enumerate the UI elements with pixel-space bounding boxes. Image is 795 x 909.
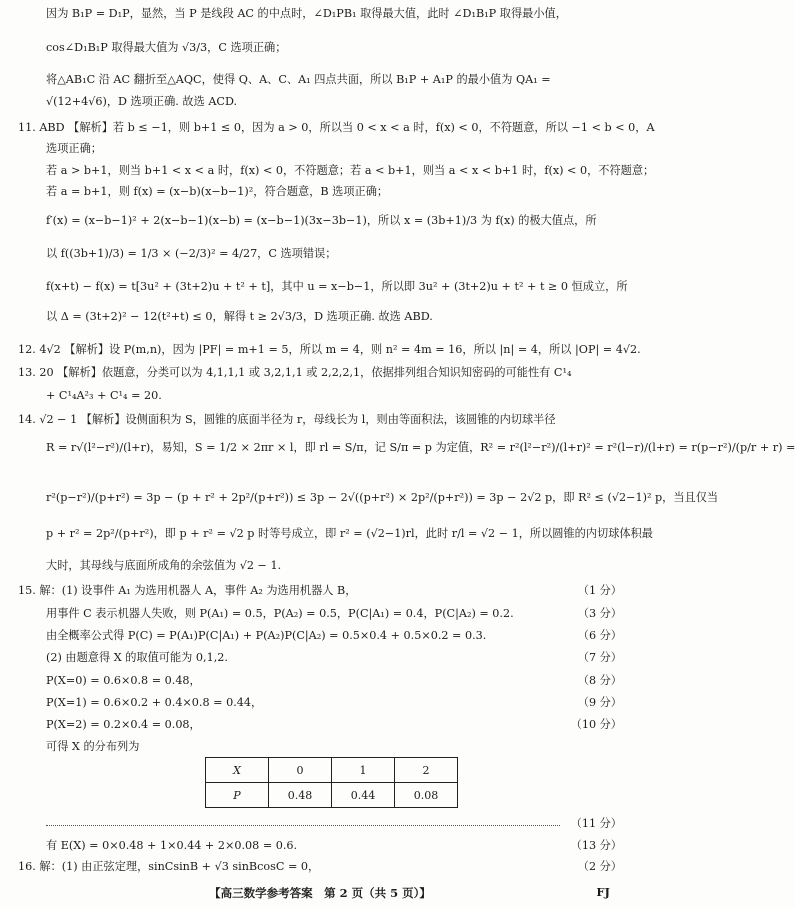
q11-line-4: 若 a = b+1，则 f(x) = (x−b)(x−b−1)²，符合题意，B 选项正确； [46,185,389,198]
q10-line-2: cos∠D₁B₁P 取得最大值为 √3/3，C 选项正确； [46,41,287,54]
q15-step-7: P(X=2) = 0.2×0.4 = 0.08， [46,718,201,731]
table-cell: X [206,758,269,783]
table-cell: 0.08 [395,783,458,808]
q11-line-3: 若 a > b+1，则当 b+1 < x < a 时，f(x) < 0，不符题意；若 a < b+1，则当 a < x < b+1 时，f(x) < 0，不符题意； [46,164,655,177]
q10-line-3: 将△AB₁C 沿 AC 翻折至△AQC，使得 Q、A、C、A₁ 四点共面，所以 B₁P + A₁P 的最小值为 QA₁ = [46,73,551,86]
q15-step-1: 15. 解：(1) 设事件 A₁ 为选用机器人 A，事件 A₂ 为选用机器人 B， [18,584,357,597]
q13-line-1: 13. 20 【解析】依题意，分类可以为 4,1,1,1 或 3,2,1,1 或 2,2,2,1，依据排列组合知识知密码的可能性有 C¹₄ [18,366,572,379]
q11-line-8: 以 Δ = (3t+2)² − 12(t²+t) ≤ 0，解得 t ≥ 2√3/3，D 选项正确. 故选 ABD. [46,310,433,323]
q15-step-3: 由全概率公式得 P(C) = P(A₁)P(C|A₁) + P(A₂)P(C|A₂) = 0.5×0.4 + 0.5×0.2 = 0.3. [46,629,487,642]
q15-expectation: 有 E(X) = 0×0.48 + 1×0.44 + 2×0.08 = 0.6. [46,839,298,852]
table-cell: P [206,783,269,808]
q11-line-6: 以 f((3b+1)/3) = 1/3 × (−2/3)² = 4/27，C 选项错误； [46,247,337,260]
q15-score-7: （10 分） [570,718,622,731]
q15-score-4: （7 分） [577,651,622,664]
q15-step-4: (2) 由题意得 X 的取值可能为 0,1,2. [46,651,228,664]
q15-step-6: P(X=1) = 0.6×0.2 + 0.4×0.8 = 0.44， [46,696,263,709]
q15-step-5: P(X=0) = 0.6×0.8 = 0.48， [46,674,201,687]
q16-score: （2 分） [577,860,622,873]
table-cell: 0.48 [269,783,332,808]
q11-line-5: f′(x) = (x−b−1)² + 2(x−b−1)(x−b) = (x−b−1)(3x−3b−1)，所以 x = (3b+1)/3 为 f(x) 的极大值点，所 [46,214,597,227]
table-row [206,758,458,783]
q12-line: 12. 4√2 【解析】设 P(m,n)，因为 |PF| = m+1 = 5，所以 m = 4，则 n² = 4m = 16，所以 |n| = 4，所以 |OP| = 4√2. [18,343,641,356]
q10-line-1: 因为 B₁P = D₁P，显然，当 P 是线段 AC 的中点时，∠D₁PB₁ 取得最大值，此时 ∠D₁B₁P 取得最小值， [46,7,567,20]
q11-line-7: f(x+t) − f(x) = t[3u² + (3t+2)u + t² + t]，其中 u = x−b−1，所以即 3u² + (3t+2)u + t² + t ≥ 0 恒成立，所 [46,280,628,293]
q15-score-3: （6 分） [577,629,622,642]
distribution-table [205,757,458,808]
q16-line: 16. 解：(1) 由正弦定理，sinCsinB + √3 sinBcosC = 0， [18,860,320,873]
table-cell: 1 [332,758,395,783]
q15-score-table: （11 分） [570,817,622,830]
table-cell: 0 [269,758,332,783]
q14-line-4: p + r² = 2p²/(p+r²)，即 p + r² = √2 p 时等号成立，即 r² = (√2−1)rl，此时 r/l = √2 − 1，所以圆锥的内切球体积最 [46,527,653,540]
q14-line-2: R = r√(l²−r²)/(l+r)，易知，S = 1/2 × 2πr × l，即 rl = S/π，记 S/π = p 为定值，R² = r²(l²−r²)/(l+r)² = r²(l−r)/(l+r) = r(p−r²)/(p/r + r) = [46,441,795,454]
q15-score-2: （3 分） [577,607,622,620]
q15-score-1: （1 分） [577,584,622,597]
q11-line-1: 11. ABD 【解析】若 b ≤ −1，则 b+1 ≤ 0，因为 a > 0，所以当 0 < x < a 时，f(x) < 0，不符题意，所以 −1 < b < 0，A [18,121,655,134]
q15-dist-intro: 可得 X 的分布列为 [46,740,140,753]
q14-line-3: r²(p−r²)/(p+r²) = 3p − (p + r² + 2p²/(p+r²)) ≤ 3p − 2√((p+r²) × 2p²/(p+r²)) = 3p − 2√2 p，即 R² ≤ (√2−1)² p，当且仅当 [46,491,719,504]
footer-code: FJ [596,885,610,899]
q13-line-2: + C¹₄A²₃ + C¹₄ = 20. [46,389,162,402]
q15-score-expectation: （13 分） [570,839,622,852]
score-leader-dots [46,825,560,826]
q10-line-4: √(12+4√6)，D 选项正确. 故选 ACD. [46,95,238,108]
table-cell: 2 [395,758,458,783]
q14-line-1: 14. √2 − 1 【解析】设侧面积为 S，圆锥的底面半径为 r，母线长为 l，则由等面积法，该圆锥的内切球半径 [18,413,556,426]
q15-step-2: 用事件 C 表示机器人失败，则 P(A₁) = 0.5，P(A₂) = 0.5，P(C|A₁) = 0.4，P(C|A₂) = 0.2. [46,607,514,620]
table-cell: 0.44 [332,783,395,808]
table-row [206,783,458,808]
q15-score-5: （8 分） [577,674,622,687]
q11-line-2: 选项正确； [46,142,102,155]
q15-score-6: （9 分） [577,696,622,709]
page-footer: 【高三数学参考答案 第 2 页（共 5 页）】 [209,886,431,900]
q14-line-5: 大时，其母线与底面所成角的余弦值为 √2 − 1. [46,559,282,572]
